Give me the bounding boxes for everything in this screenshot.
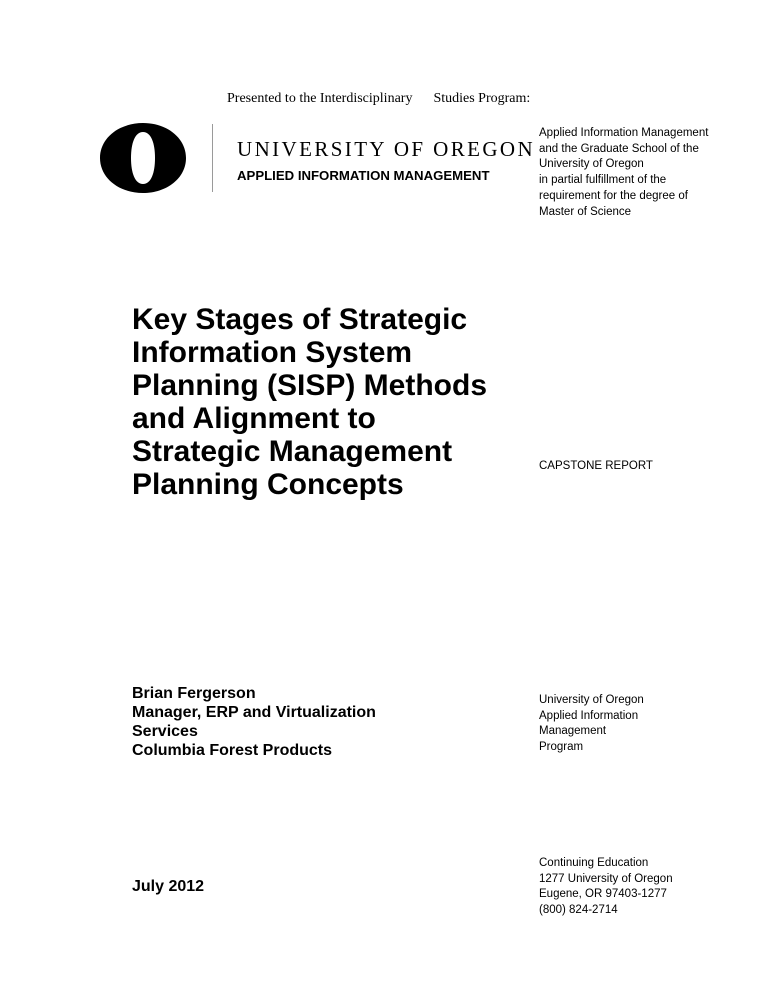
author-line: Manager, ERP and Virtualization [132,704,376,721]
submission-line: and the Graduate School of the [539,142,699,155]
title-line: Key Stages of Strategic [132,303,468,336]
title-line: Planning Concepts [132,468,404,501]
program-name: APPLIED INFORMATION MANAGEMENT [237,168,490,183]
program-info-line: Applied Information [539,709,639,722]
submission-line: in partial fulfillment of the [539,174,667,187]
submission-line: Master of Science [539,205,632,218]
submission-line: University of Oregon [539,158,644,171]
program-info [539,693,739,756]
program-info-line: Management [539,725,607,738]
submission-line: Applied Information Management [539,127,709,139]
report-type: CAPSTONE REPORT [539,460,653,472]
title-line: Strategic Management [132,435,453,468]
contact-line: (800) 824-2714 [539,904,618,917]
contact-line: 1277 University of Oregon [539,872,673,885]
author-block [132,684,376,760]
logo-divider [212,124,213,192]
title-line: Information System [132,336,413,369]
author-line: Brian Fergerson [132,685,256,702]
submission-line: requirement for the degree of [539,189,688,202]
submission-statement [539,126,739,220]
author-line: Services [132,723,198,740]
contact-info [539,856,739,919]
university-of-oregon-o-logo-icon [100,123,186,193]
program-info-line: Program [539,741,584,754]
report-date: July 2012 [132,878,205,895]
contact-line: Eugene, OR 97403-1277 [539,888,667,901]
title-line: Planning (SISP) Methods [132,369,488,402]
author-line: Columbia Forest Products [132,742,333,759]
report-title [132,303,532,501]
contact-line: Continuing Education [539,857,649,869]
program-info-line: University of Oregon [539,694,644,706]
presented-to-line: Presented to the Interdisciplinary Studies Program: [227,91,531,106]
title-line: and Alignment to [132,402,376,435]
university-name: UNIVERSITY OF OREGON [237,137,536,161]
